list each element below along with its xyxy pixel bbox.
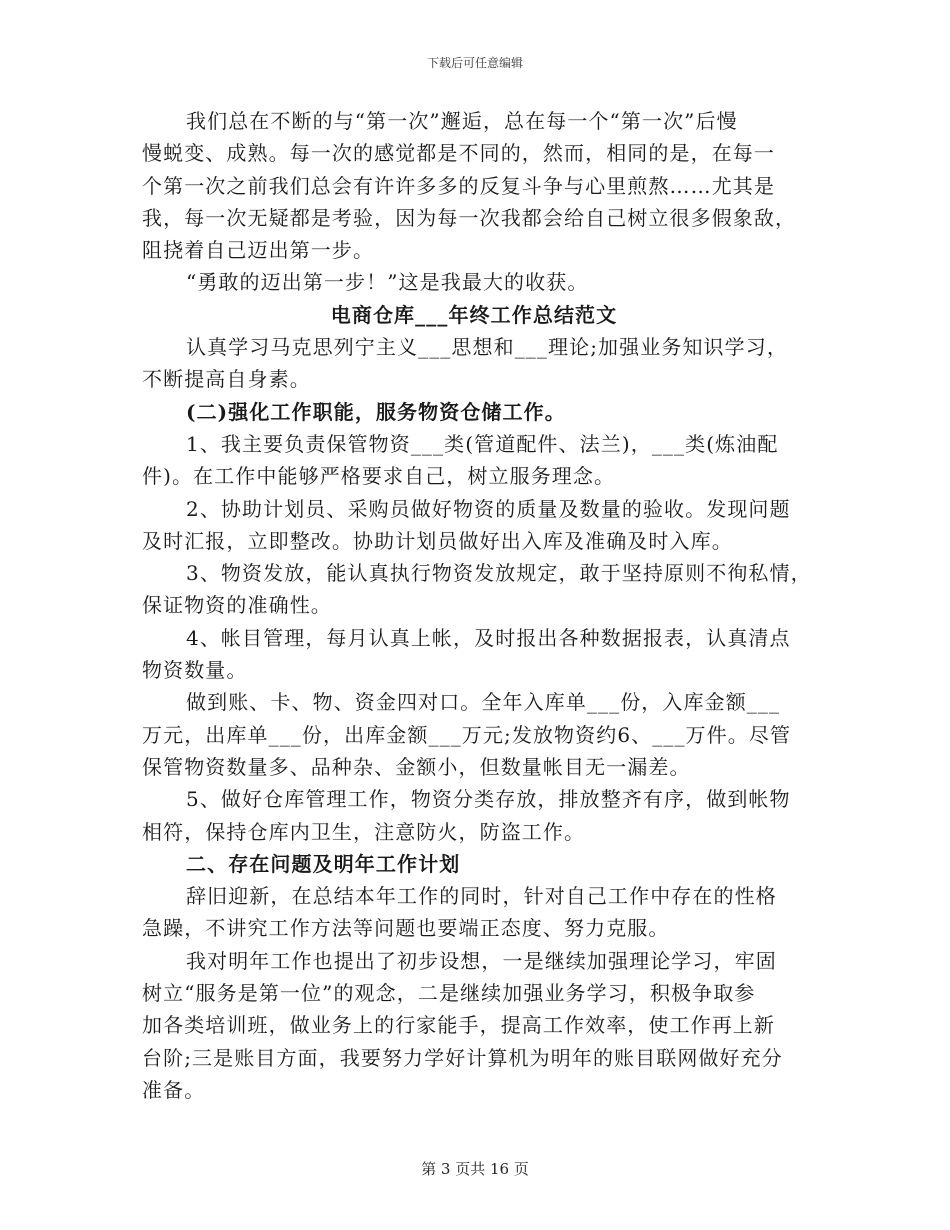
- paragraph-line: 我，每一次无疑都是考验，因为每一次我都会给自己树立很多假象敌，: [142, 205, 797, 230]
- section-heading: (二)强化工作职能，服务物资仓储工作。: [186, 399, 566, 424]
- page-footer: 第 3 页共 16 页: [421, 1160, 529, 1178]
- paragraph-line: 件)。在工作中能够严格要求自己，树立服务理念。: [142, 464, 616, 489]
- paragraph-line: 做到账、卡、物、资金四对口。全年入库单___份，入库金额___: [186, 690, 781, 715]
- paragraph-line: 阻挠着自己迈出第一步。: [142, 238, 375, 263]
- section-heading: 二、存在问题及明年工作计划: [186, 851, 461, 876]
- paragraph-line: 急躁，不讲究工作方法等问题也要端正态度、努力克服。: [142, 916, 670, 941]
- paragraph-line: 4、帐目管理，每月认真上帐，及时报出各种数据报表，认真清点: [186, 625, 791, 650]
- paragraph-line: 台阶;三是账目方面，我要努力学好计算机为明年的账目联网做好充分: [142, 1045, 783, 1070]
- paragraph-line: 我对明年工作也提出了初步设想，一是继续加强理论学习，牢固: [186, 948, 777, 973]
- paragraph-line: 相符，保持仓库内卫生，注意防火，防盗工作。: [142, 819, 586, 844]
- paragraph-line: 万元，出库单___份，出库金额___万元;发放物资约6、___万件。尽管: [142, 722, 792, 747]
- paragraph-line: 树立“服务是第一位”的观念，二是继续加强业务学习，积极争取参: [142, 981, 756, 1006]
- paragraph-line: 保管物资数量多、品种杂、金额小，但数量帐目无一漏差。: [142, 754, 691, 779]
- document-title: 电商仓库___年终工作总结范文: [330, 302, 618, 327]
- paragraph-line: 辞旧迎新，在总结本年工作的同时，针对自己工作中存在的性格: [186, 884, 777, 909]
- paragraph-line: 慢蜕变、成熟。每一次的感觉都是不同的，然而，相同的是，在每一: [142, 141, 775, 166]
- paragraph-line: 物资数量。: [142, 658, 248, 683]
- paragraph-line: 我们总在不断的与“第一次”邂逅，总在每一个“第一次”后慢: [186, 109, 738, 133]
- document-body: [142, 105, 812, 1106]
- paragraph-line: “勇敢的迈出第一步！”这是我最大的收获。: [186, 270, 589, 295]
- paragraph-line: 保证物资的准确性。: [142, 593, 332, 618]
- paragraph-line: 准备。: [142, 1077, 206, 1102]
- paragraph-line: 不断提高自身素。: [142, 367, 311, 392]
- paragraph-line: 及时汇报，立即整改。协助计划员做好出入库及准确及时入库。: [142, 528, 733, 553]
- paragraph-line: 个第一次之前我们总会有许许多多的反复斗争与心里煎熬……尤其是: [142, 173, 775, 198]
- paragraph-line: 1、我主要负责保管物资___类(管道配件、法兰)，___类(炼油配: [186, 431, 779, 456]
- paragraph-line: 3、物资发放，能认真执行物资发放规定，敢于坚持原则不徇私情，: [186, 561, 812, 586]
- paragraph-line: 2、协助计划员、采购员做好物资的质量及数量的验收。发现问题: [186, 496, 791, 521]
- page-header: 下载后可任意编辑: [426, 56, 523, 70]
- paragraph-line: 认真学习马克思列宁主义___思想和___理论;加强业务知识学习，: [186, 335, 788, 360]
- paragraph-line: 5、做好仓库管理工作，物资分类存放，排放整齐有序，做到帐物: [186, 787, 791, 812]
- paragraph-line: 加各类培训班，做业务上的行家能手，提高工作效率，使工作再上新: [142, 1013, 775, 1038]
